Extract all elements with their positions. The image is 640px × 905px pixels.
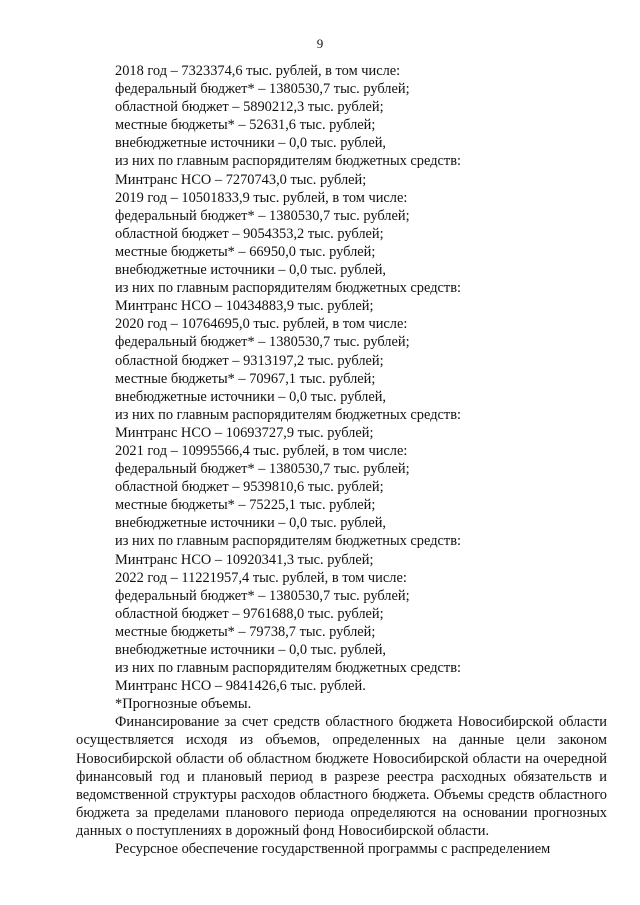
budget-line: областной бюджет – 9761688,0 тыс. рублей; <box>115 605 384 622</box>
budget-line: 2022 год – 11221957,4 тыс. рублей, в том числе: <box>115 569 407 586</box>
budget-line: внебюджетные источники – 0,0 тыс. рублей, <box>115 515 387 532</box>
budget-line: из них по главным распорядителям бюджетных средств: <box>115 660 461 677</box>
budget-line: 2020 год – 10764695,0 тыс. рублей, в том числе: <box>115 316 408 333</box>
budget-line: 2021 год – 10995566,4 тыс. рублей, в том числе: <box>115 442 408 459</box>
budget-line: областной бюджет – 9313197,2 тыс. рублей; <box>115 352 384 369</box>
budget-line: внебюджетные источники – 0,0 тыс. рублей, <box>115 262 387 279</box>
budget-line: областной бюджет – 9539810,6 тыс. рублей; <box>115 479 384 496</box>
body-paragraph: Ресурсное обеспечение государственной программы с распределением <box>115 841 551 858</box>
budget-line: внебюджетные источники – 0,0 тыс. рублей, <box>115 388 387 405</box>
budget-line: местные бюджеты* – 75225,1 тыс. рублей; <box>115 497 376 514</box>
budget-line: Минтранс НСО – 10434883,9 тыс. рублей; <box>115 298 374 315</box>
budget-line: Минтранс НСО – 7270743,0 тыс. рублей; <box>115 171 367 188</box>
budget-line: из них по главным распорядителям бюджетных средств: <box>115 153 461 170</box>
budget-list <box>76 62 607 713</box>
budget-line: местные бюджеты* – 70967,1 тыс. рублей; <box>115 370 376 387</box>
budget-line: Минтранс НСО – 9841426,6 тыс. рублей. <box>115 678 366 695</box>
budget-line: внебюджетные источники – 0,0 тыс. рублей, <box>115 135 387 152</box>
budget-line: федеральный бюджет* – 1380530,7 тыс. рублей; <box>115 334 410 351</box>
budget-line: из них по главным распорядителям бюджетных средств: <box>115 406 461 423</box>
budget-line: Минтранс НСО – 10693727,9 тыс. рублей; <box>115 424 374 441</box>
paragraph-block <box>76 713 607 858</box>
budget-line: федеральный бюджет* – 1380530,7 тыс. рублей; <box>115 81 410 98</box>
body-paragraph: Финансирование за счет средств областного бюджета Новосибирской области осуществляется исходя из объемов, определенных на данные цели законом Новосибирской области об областном бюджете Новосибирской области на очередной финансовый год и плановый период в разрезе реестра расходных обязательств и ведомственной структуры расходов областного бюджета. Объемы средств областного бюджета за пределами планового периода определяются на основании прогнозных данных о поступлениях в дорожный фонд Новосибирской области. <box>76 714 607 839</box>
budget-line: федеральный бюджет* – 1380530,7 тыс. рублей; <box>115 461 410 478</box>
budget-line: областной бюджет – 5890212,3 тыс. рублей; <box>115 99 384 116</box>
budget-line: местные бюджеты* – 52631,6 тыс. рублей; <box>115 117 376 134</box>
budget-line: из них по главным распорядителям бюджетных средств: <box>115 280 461 297</box>
budget-line: федеральный бюджет* – 1380530,7 тыс. рублей; <box>115 587 410 604</box>
budget-line: местные бюджеты* – 66950,0 тыс. рублей; <box>115 243 376 260</box>
budget-line: *Прогнозные объемы. <box>115 696 252 713</box>
budget-line: Минтранс НСО – 10920341,3 тыс. рублей; <box>115 551 374 568</box>
budget-line: из них по главным распорядителям бюджетных средств: <box>115 533 461 550</box>
budget-line: местные бюджеты* – 79738,7 тыс. рублей; <box>115 623 376 640</box>
budget-line: внебюджетные источники – 0,0 тыс. рублей, <box>115 642 387 658</box>
budget-line: областной бюджет – 9054353,2 тыс. рублей; <box>115 225 384 242</box>
budget-line: 2019 год – 10501833,9 тыс. рублей, в том числе: <box>115 189 408 206</box>
budget-line: федеральный бюджет* – 1380530,7 тыс. рублей; <box>115 207 410 224</box>
budget-line: 2018 год – 7323374,6 тыс. рублей, в том числе: <box>115 63 401 79</box>
page-number: 9 <box>316 36 324 51</box>
document-body <box>76 62 607 858</box>
